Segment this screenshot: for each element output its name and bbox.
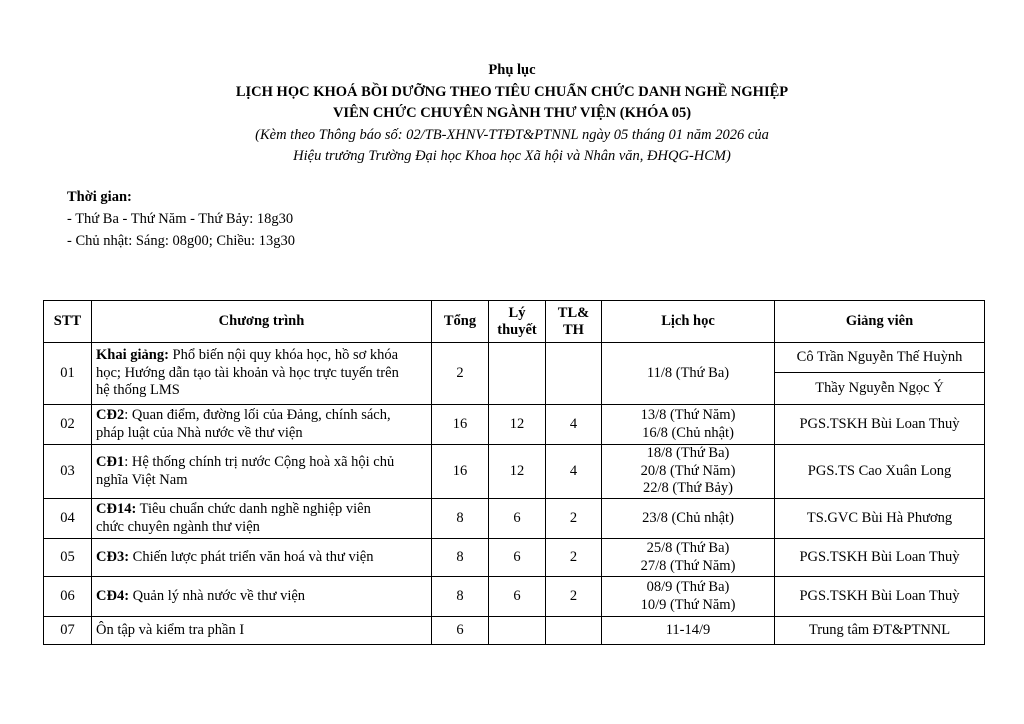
cell-theory: 6 xyxy=(489,499,546,539)
cell-stt: 03 xyxy=(44,445,92,499)
col-header-practice-line-1: TL& xyxy=(557,304,590,321)
schedule-date: 25/8 (Thứ Ba) xyxy=(646,540,730,556)
schedule-date: 20/8 (Thứ Năm) xyxy=(640,462,736,479)
cell-lecturer: PGS.TSKH Bùi Loan Thuỳ xyxy=(775,539,985,577)
col-header-schedule: Lịch học xyxy=(602,301,775,343)
cell-schedule: 23/8 (Chủ nhật) xyxy=(602,499,775,539)
cell-lecturer: PGS.TSKH Bùi Loan Thuỳ xyxy=(775,577,985,617)
cell-practice: 4 xyxy=(546,445,602,499)
cell-program xyxy=(92,577,432,617)
cell-theory: 6 xyxy=(489,539,546,577)
cell-practice xyxy=(546,617,602,645)
program-text: chức chuyên ngành thư viện xyxy=(96,518,260,535)
schedule-date: 22/8 (Thứ Bảy) xyxy=(642,480,733,497)
cell-theory xyxy=(489,343,546,405)
cell-program xyxy=(92,539,432,577)
cell-total: 8 xyxy=(432,499,489,539)
cell-lecturer: PGS.TS Cao Xuân Long xyxy=(775,445,985,499)
cell-program xyxy=(92,445,432,499)
cell-theory: 12 xyxy=(489,445,546,499)
cell-lecturer: Thầy Nguyễn Ngọc Ý xyxy=(775,373,985,405)
table-header-row xyxy=(44,301,985,343)
title-line-1: LỊCH HỌC KHOÁ BỒI DƯỠNG THEO TIÊU CHUẨN CHỨC DANH NGHỀ NGHIỆP xyxy=(235,83,789,100)
document-header xyxy=(0,60,1024,168)
cell-total: 8 xyxy=(432,577,489,617)
program-text: Chiến lược phát triển văn hoá và thư viện xyxy=(129,548,374,565)
table-row xyxy=(44,343,985,373)
cell-stt: 01 xyxy=(44,343,92,405)
schedule-date: 27/8 (Thứ Năm) xyxy=(640,557,736,574)
program-code: CĐ1 xyxy=(96,454,125,470)
cell-stt: 02 xyxy=(44,405,92,445)
table-row xyxy=(44,405,985,445)
cell-stt: 05 xyxy=(44,539,92,577)
cell-lecturer: TS.GVC Bùi Hà Phương xyxy=(775,499,985,539)
cell-total: 16 xyxy=(432,445,489,499)
col-header-total: Tổng xyxy=(432,301,489,343)
cell-program xyxy=(92,343,432,405)
cell-theory: 6 xyxy=(489,577,546,617)
cell-lecturer: Trung tâm ĐT&PTNNL xyxy=(775,617,985,645)
cell-program: Ôn tập và kiểm tra phần I xyxy=(92,617,432,645)
cell-practice: 2 xyxy=(546,539,602,577)
cell-lecturer: PGS.TSKH Bùi Loan Thuỳ xyxy=(775,405,985,445)
schedule-date: 10/9 (Thứ Năm) xyxy=(640,596,736,613)
schedule-date: 08/9 (Thứ Ba) xyxy=(646,579,730,595)
cell-schedule xyxy=(602,445,775,499)
cell-schedule: 11/8 (Thứ Ba) xyxy=(602,343,775,405)
cell-lecturer: Cô Trần Nguyễn Thế Huỳnh xyxy=(775,343,985,373)
col-header-theory xyxy=(489,301,546,343)
program-text: nghĩa Việt Nam xyxy=(96,471,188,488)
cell-practice: 2 xyxy=(546,577,602,617)
cell-stt: 07 xyxy=(44,617,92,645)
schedule-table xyxy=(43,300,985,645)
appendix-label: Phụ lục xyxy=(488,62,536,78)
cell-total: 6 xyxy=(432,617,489,645)
program-text: : Hệ thống chính trị nước Cộng hoà xã hội chủ xyxy=(124,454,395,470)
cell-theory: 12 xyxy=(489,405,546,445)
program-code: CĐ3: xyxy=(96,548,130,565)
cell-total: 16 xyxy=(432,405,489,445)
cell-schedule xyxy=(602,539,775,577)
program-text: hệ thống LMS xyxy=(96,382,180,399)
program-text: Phổ biến nội quy khóa học, hồ sơ khóa xyxy=(168,347,399,364)
schedule-date: 16/8 (Chủ nhật) xyxy=(642,424,734,441)
program-code: CĐ14: xyxy=(96,501,137,517)
time-line-1: - Thứ Ba - Thứ Năm - Thứ Bảy: 18g30 xyxy=(67,211,294,227)
title-line-2: VIÊN CHỨC CHUYÊN NGÀNH THƯ VIỆN (KHÓA 05) xyxy=(332,105,692,121)
time-line-2: - Chủ nhật: Sáng: 08g00; Chiều: 13g30 xyxy=(67,233,295,249)
cell-schedule xyxy=(602,577,775,617)
program-code: Khai giảng: xyxy=(96,347,169,364)
program-text: Quản lý nhà nước về thư viện xyxy=(129,587,306,604)
program-code: CĐ2 xyxy=(96,407,125,423)
col-header-theory-line-1: Lý xyxy=(508,304,526,321)
program-text: pháp luật của Nhà nước về thư viện xyxy=(96,424,303,441)
cell-practice: 2 xyxy=(546,499,602,539)
col-header-practice xyxy=(546,301,602,343)
cell-practice: 4 xyxy=(546,405,602,445)
program-text: học; Hướng dẫn tạo tài khoản và học trực tuyến trên xyxy=(96,364,399,381)
cell-total: 2 xyxy=(432,343,489,405)
cell-total: 8 xyxy=(432,539,489,577)
cell-program xyxy=(92,499,432,539)
table-row xyxy=(44,577,985,617)
cell-stt: 06 xyxy=(44,577,92,617)
table-row xyxy=(44,445,985,499)
table-row xyxy=(44,539,985,577)
program-text: : Quan điểm, đường lối của Đảng, chính sách, xyxy=(124,407,391,423)
program-code: CĐ4: xyxy=(96,587,130,604)
table-row xyxy=(44,499,985,539)
col-header-theory-line-2: thuyết xyxy=(497,321,537,338)
cell-theory xyxy=(489,617,546,645)
note-line-1: (Kèm theo Thông báo số: 02/TB-XHNV-TTĐT&PTNNL ngày 05 tháng 01 năm 2026 của xyxy=(255,126,769,143)
time-title: Thời gian: xyxy=(67,189,132,205)
program-text: Tiêu chuẩn chức danh nghề nghiệp viên xyxy=(136,501,371,517)
cell-schedule xyxy=(602,405,775,445)
col-header-stt: STT xyxy=(44,301,92,343)
table-row xyxy=(44,617,985,645)
note-line-2: Hiệu trưởng Trường Đại học Khoa học Xã hội và Nhân văn, ĐHQG-HCM) xyxy=(293,148,731,164)
cell-practice xyxy=(546,343,602,405)
time-section xyxy=(67,186,295,252)
col-header-lecturer: Giảng viên xyxy=(775,301,985,343)
cell-schedule: 11-14/9 xyxy=(602,617,775,645)
col-header-program: Chương trình xyxy=(92,301,432,343)
schedule-date: 13/8 (Thứ Năm) xyxy=(640,407,736,423)
cell-program xyxy=(92,405,432,445)
col-header-practice-line-2: TH xyxy=(563,321,584,338)
schedule-date: 18/8 (Thứ Ba) xyxy=(646,445,730,462)
cell-stt: 04 xyxy=(44,499,92,539)
